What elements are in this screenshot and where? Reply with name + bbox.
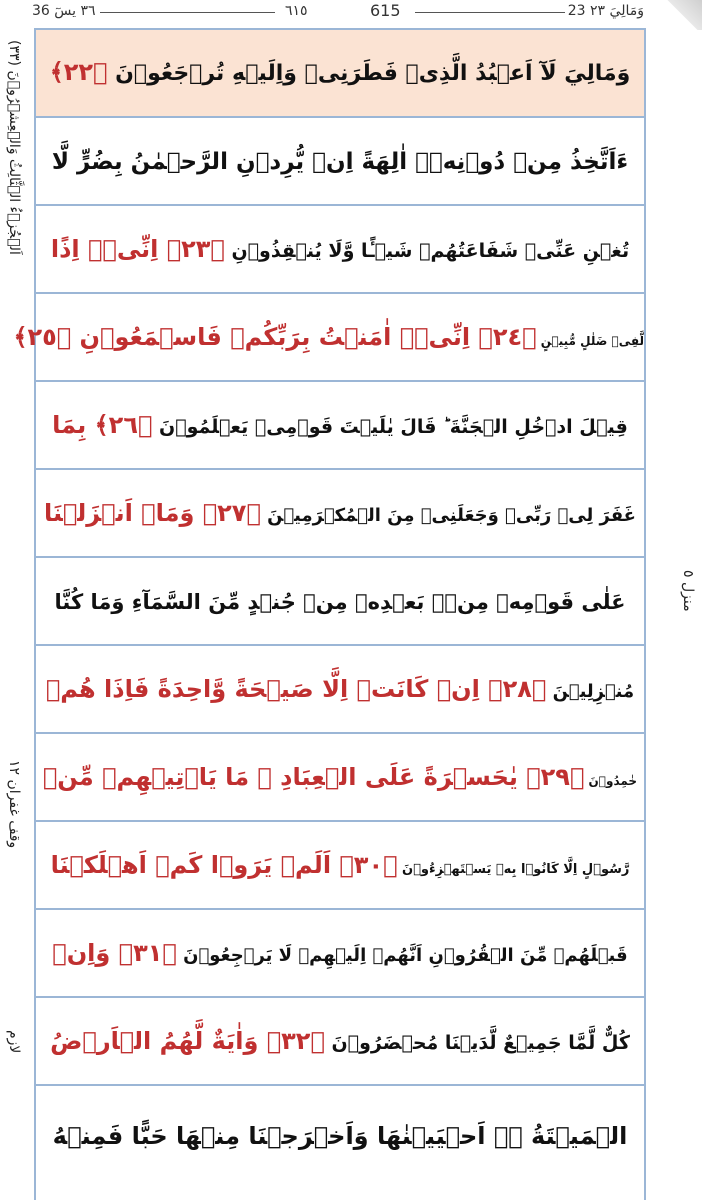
verse-text: كُلٌّ لَّمَّا جَمِیۡعٌ لَّدَیۡنَا مُحۡضَرُوۡنَ [331, 1032, 630, 1054]
page-header [30, 0, 650, 24]
verse-marker: ﴿٢٧﴾ وَمَاۤ اَنۡزَلۡنَا [44, 499, 261, 527]
side-note-waqf: وقف غفران ١٢ [6, 760, 22, 849]
verse-marker: ﴿٣١﴾ وَاِنۡ [52, 939, 177, 967]
quran-line-6 [36, 468, 644, 556]
verse-text: غَفَرَ لِیۡ رَبِّیۡ وَجَعَلَنِیۡ مِنَ الۡمُكۡرَمِیۡنَ [267, 505, 636, 526]
verse-text: مُنۡزِلِیۡنَ [552, 681, 635, 702]
side-note-juz: (٣٣) اَلۡجُزۡءُ الۡثَّالِثُ وَالۡعِشۡرُوۡنَ [6, 40, 22, 255]
quran-line-9 [36, 732, 644, 820]
verse-text: وَمَالِيَ لَآ اَعۡبُدُ الَّذِیۡ فَطَرَنِیۡ وَاِلَیۡهِ تُرۡجَعُوۡنَ [115, 61, 631, 86]
verse-marker: ﴿٣٠﴾ اَلَمۡ یَرَوۡا كَمۡ اَهۡلَكۡنَا [50, 851, 398, 879]
verse-marker: ﴿٢٤﴾ اِنِّیۡۤ اٰمَنۡتُ بِرَبِّكُمۡ فَاسۡمَعُوۡنِ ﴿٢٥﴾ [13, 323, 537, 351]
quran-line-5 [36, 380, 644, 468]
quran-line-8 [36, 644, 644, 732]
verse-marker: ﴿٢٢﴾ [49, 58, 108, 86]
quran-line-7 [36, 556, 644, 644]
verse-marker: ﴿٢٨﴾ اِنۡ كَانَتۡ اِلَّا صَیۡحَةً وَّاحِدَةً فَاِذَا هُمۡ [45, 675, 547, 703]
verse-text: ءَاَتَّخِذُ مِنۡ دُوۡنِهٖۤ اٰلِهَةً اِنۡ یُّرِدۡنِ الرَّحۡمٰنُ بِضُرٍّ لَّا [51, 149, 629, 175]
quran-line-13 [36, 1084, 644, 1200]
verse-text: قِیۡلَ ادۡخُلِ الۡجَنَّةَ ؕ قَالَ یٰلَیۡتَ قَوۡمِیۡ یَعۡلَمُوۡنَ [159, 416, 628, 438]
verse-marker: ﴿٢٩﴾ یٰحَسۡرَةً عَلَی الۡعِبَادِ ۚ مَا یَاۡتِیۡهِمۡ مِّنۡ [42, 763, 585, 791]
quran-line-2 [36, 116, 644, 204]
header-juz-label: 23 وَمَالِيَ ٢٣ [567, 3, 644, 19]
verse-text: لَّفِیۡ ضَلٰلٍ مُّبِیۡنٍ [540, 334, 644, 348]
page-curl [656, 0, 702, 30]
quran-line-12 [36, 996, 644, 1084]
quran-line-11 [36, 908, 644, 996]
header-page-number: 615 [370, 1, 401, 20]
header-rule-right [415, 12, 565, 13]
verse-text: عَلٰی قَوۡمِهٖ مِنۡۢ بَعۡدِهٖ مِنۡ جُنۡدٍ مِّنَ السَّمَآءِ وَمَا كُنَّا [54, 590, 626, 614]
side-note-lazim: لازم [6, 1030, 22, 1054]
header-page-number-arabic: ٦١٥ [285, 3, 308, 19]
verse-marker: ﴿٢٦﴾ بِمَا [52, 411, 153, 439]
header-rule-left [100, 12, 275, 13]
header-surah-label: ٣٦ يسٓ 36 [32, 3, 96, 19]
quran-line-3 [36, 204, 644, 292]
verse-marker: ﴿٣٢﴾ وَاٰیَةٌ لَّهُمُ الۡاَرۡضُ [50, 1027, 325, 1055]
quran-line-10 [36, 820, 644, 908]
verse-text: تُغۡنِ عَنِّیۡ شَفَاعَتُهُمۡ شَیۡـًٔا وَّلَا یُنۡقِذُوۡنِ [231, 240, 630, 262]
verse-text: خٰمِدُوۡنَ [588, 774, 638, 788]
side-note-manzil: منزل ٥ [680, 570, 696, 612]
verse-marker: ﴿٢٣﴾ اِنِّیۡۤ اِذًا [50, 235, 225, 263]
verse-text: قَبۡلَهُمۡ مِّنَ الۡقُرُوۡنِ اَنَّهُمۡ اِلَیۡهِمۡ لَا یَرۡجِعُوۡنَ [183, 945, 628, 966]
quran-line-1 [36, 30, 644, 116]
verse-text: الۡمَیۡتَةُ ۖۚ اَحۡیَیۡنٰهَا وَاَخۡرَجۡنَا مِنۡهَا حَبًّا فَمِنۡهُ [52, 1122, 628, 1150]
verse-text: رَّسُوۡلٍ اِلَّا كَانُوۡا بِهٖ یَسۡتَهۡزِءُوۡنَ [402, 862, 630, 877]
quran-line-4 [13, 292, 644, 380]
